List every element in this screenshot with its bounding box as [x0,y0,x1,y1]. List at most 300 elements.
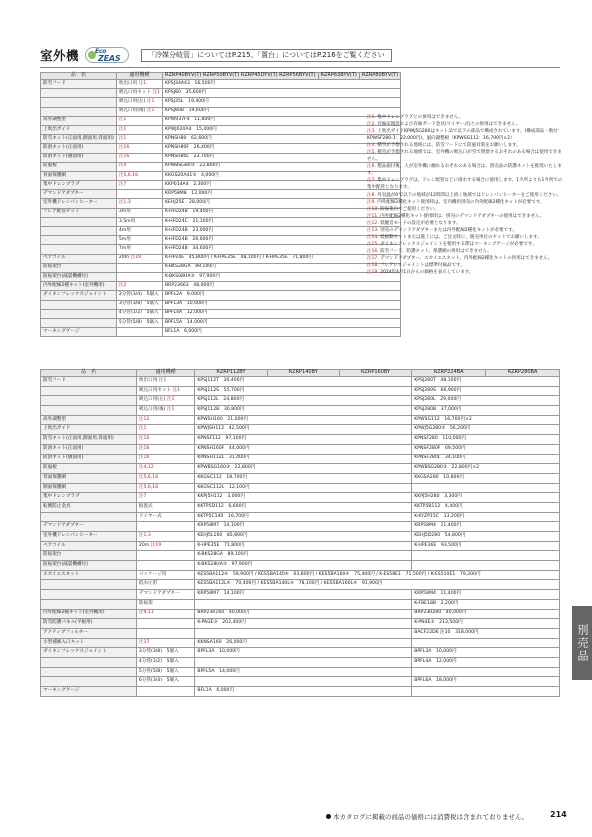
item-name: 上吹出ガイド [41,125,117,134]
price-cell: K-PN4E③ 213,500円 [412,619,560,629]
item-name [41,599,137,609]
table-row [41,406,560,416]
item-name: 防振架台 [41,551,137,561]
price-cell: KEHJ5D280 54,800円 [412,532,560,542]
footnote: 注2. 有線床埋設および有線ガード金具(ワイヤー式)との併用はできません。 [367,122,521,128]
note-ref: 注16 [118,145,130,150]
note-ref: 注4 [118,163,127,169]
table-row [41,263,401,272]
item-name: 防雪ネット(正面用,側面用,背面用) [41,435,137,445]
price-cell: BFL1A 6,000円 [162,328,400,337]
item-name [41,89,117,98]
note-ref: 注1 [138,80,147,86]
note-ref: 注2 [118,282,127,288]
item-name: アクティブフィルター [41,628,137,638]
table-row [41,473,560,483]
item-name: デマンドアダプター [41,190,117,199]
item-variant: 20m 注19 [116,254,162,263]
note-ref: 注7 [138,494,147,500]
footnote: 注1. 集中ドレンプラグとの併用はできません。 [367,115,463,120]
note-ref: 注16 [138,436,150,442]
reference-note: 「冷媒分岐管」についてはP.215、「置台」についてはP.216をご覧ください [141,49,392,62]
table-row [41,638,560,648]
footnote: 注14. 低振動キットまたは施工には、ご注文時に、販売単位のセットでお願いします。 [367,234,542,240]
item-name: 防雪防護パネル(平板用) [41,619,137,629]
price-cell: KRP58M7 14,100円 [195,590,412,600]
price-cell: KPWBSG280③ 22,800円×2 [412,464,560,474]
item-variant [116,162,162,171]
price-cell: KPSJ35L 19,400円 [162,98,400,107]
item-variant: 4分管(1/2) 5個入 [136,657,194,667]
item-variant [136,687,194,697]
column-header: RZRP224BA [412,370,486,377]
price-cell: KPSJ280T 48,100円 [412,377,560,387]
footnote: 注8. 外気温が0℃以下の地域が12時間以上続く地域ではドレンパンヒーターをご使用ください。 [367,192,562,198]
price-cell: BFL1A 6,000円 [195,687,412,697]
price-cell: BRP23R160 40,000円 [195,609,412,619]
note-ref: 注16 [138,445,150,451]
price-cell [412,561,560,571]
price-cell: KPWSG112 16,700円×2 [412,415,560,425]
item-variant [136,522,194,532]
price-cell: KPSJ112L 24,800円 [195,396,412,406]
item-name: 上吹出ガイド [41,425,137,435]
item-variant [116,171,162,180]
footnote: 注7. 集中ドレンプラグは、ドレン配管などに排水する場合に使用します。1カ所よりも1カ所での集中配管となります。 [367,178,563,191]
footnote: 注18. フレアレスジョイントは標準付属品です。 [367,262,465,268]
table-row [41,532,560,542]
table-row [41,677,560,687]
item-variant [136,444,194,454]
table-row [41,377,560,387]
item-variant: ワイヤー式 [136,512,194,522]
table-row [41,425,560,435]
item-name: 高外調整型 [41,415,137,425]
price-cell: BPFL3A 10,000円 [162,300,400,309]
price-cell: K-HFD24B 19,400円 [162,208,400,217]
item-name [41,386,137,396]
price-cell: KEHJ5L160 85,800円 [195,532,412,542]
table-row [41,396,560,406]
note-ref: 注5,6,16 [138,484,159,490]
item-name [41,217,117,226]
price-cell: K-HP24E 45,800円 / K-HPE35E 48,100円 / K-HPE35E 71,800円 [162,254,400,263]
item-name: ペアコイル [41,541,137,551]
item-variant: 5分管(5/8) 5個入 [136,667,194,677]
price-cell: BPFL4A 12,000円 [162,309,400,318]
note-ref: 注19 [150,542,162,548]
column-header: 適用機種 [116,73,162,80]
price-cell: KRP58M8 12,000円 [162,190,400,199]
item-variant: 吹出口用 注1 [136,377,194,387]
table-row [41,502,560,512]
item-variant [136,425,194,435]
item-variant: 3.5m用 [116,217,162,226]
footnote: 注13. 別売のデマンドアダプターまたは内外配線2種化キットが必要です。 [367,227,517,233]
item-name: マーキングゲージ [41,687,137,697]
price-cell: BPFL3A 10,000円 [195,648,412,658]
price-cell: KKPJ5H280 3,300円 [412,493,560,503]
item-variant: 20m 注19 [136,541,194,551]
column-header: RZRP280BA [486,370,560,377]
item-name: 防滑ネット(正面用) [41,144,117,153]
column-header: 品 名 [41,370,137,377]
footnote: 注10. 防振架台でご使用ください。 [367,206,439,212]
price-cell: K-HPE36E 93,500円 [412,541,560,551]
item-variant [136,628,194,638]
item-variant: 4m用 [116,227,162,236]
note-ref: 注16 [118,154,130,160]
price-cell: KKPJ5H112 3,000円 [195,493,412,503]
footnote: 注17. デマンドアダプター、スカイエスネット、内外配線2種化キットの併用はできません。 [367,255,553,261]
item-variant: 5m用 [116,236,162,245]
item-name: 防雪フード [41,377,137,387]
item-name: 側面保護網 [41,483,137,493]
note-ref: 注9,11 [138,610,154,616]
price-cell: KES5BA112④ 59,900円 / KES5BA140④ 63,800円 / KES5BA160④ 75,400円 / K-ES58E1 71,500円 / K-ES510E1 79,200円 [195,570,560,580]
note-ref: 注1 [118,117,127,123]
side-tab-accessories: 別売品 [572,606,592,680]
price-cell: K-KYZP15C 13,200円 [412,512,560,522]
item-name [41,512,137,522]
item-name: マーキングゲージ [41,328,117,337]
table-row [41,628,560,638]
price-cell [412,483,560,493]
item-name: 集中ドレンプラグ [41,493,137,503]
table-row [41,328,401,337]
page-number: 214 [550,810,567,819]
item-variant [116,153,162,162]
table-row [41,561,560,571]
item-variant: 低水圧形 [136,580,194,590]
item-variant: 吸込口用セット 注1 [136,386,194,396]
table-row [41,657,560,667]
item-variant: 吸込口用セット 注1 [116,89,162,98]
price-cell [195,628,412,638]
bullet-icon [326,814,331,819]
note-ref: 注1 [152,89,160,95]
price-cell: K-PN3E③ 202,400円 [195,619,412,629]
item-name: 防滑ネット(側面用) [41,454,137,464]
item-variant: パッケージ用 [136,570,194,580]
item-variant: 吸込口用(左) 注1 [136,396,194,406]
note-ref: 注4,12 [138,465,154,471]
price-cell: KPNSF280F 69,500円 [412,444,560,454]
item-name: 防振架台 [41,263,117,272]
price-cell: KPSJ80B 19,600円 [162,107,400,116]
table-row [41,386,560,396]
table-header-row [41,73,401,80]
price-cell: KEHJ25E 28,000円 [162,199,400,208]
price-cell: K-BKS08HA③ 97,900円 [162,272,400,281]
table-row [41,300,401,309]
price-cell: K-BKS28GA 89,100円 [195,551,412,561]
table-row [41,291,401,300]
item-name: 内外配線2種キット(室外機用) [41,282,117,291]
item-name: 背面保護網 [41,171,117,180]
footnote: 注19. 2024年4月1日からの価格を表示しています。 [367,270,474,276]
footnote: 注16. 防雪フード、防護ネット、保護網の併用はできません。 [367,248,492,254]
footnote: 注6. 製品据付後、人が室外機に触れるおそれのある場合は、別売品の防護ネットを推奨いたします。 [367,164,562,177]
item-name [41,236,117,245]
price-cell [412,638,560,648]
price-cell: KRP58M4 11,400円 [412,522,560,532]
item-variant [136,551,194,561]
item-variant [136,483,194,493]
item-variant: 2分管(3/4) 5個入 [116,291,162,300]
table-row [41,435,560,445]
item-variant [116,125,162,134]
table-header-row [41,370,560,377]
table-row [41,181,401,190]
note-ref: 注17 [138,639,150,645]
price-cell: KKGS20A41③ 4,000円 [162,171,400,180]
table-row [41,144,401,153]
item-variant: デマンドアダプター [136,590,194,600]
footnote: 注11. 内外配線2種化キット使用時は、別売のデマンドアダプターの使用はできません。 [367,213,545,219]
table-row [41,217,401,226]
note-ref: 注1 [138,426,147,432]
item-name [41,406,137,416]
price-cell: KPW937F4 11,800円 [162,116,400,125]
price-cell: KPWJSH112 42,500円 [195,425,412,435]
table-row [41,116,401,125]
column-header: RZRP140BY [267,370,339,377]
item-name: 室外機ドレンパンヒーター [41,199,117,208]
price-cell: KPSJ280L 29,000円 [412,396,560,406]
price-cell: BPFL5A 14,000円 [162,318,400,327]
item-variant: 3分管(3/8) 5個入 [136,648,194,658]
price-cell: KPSJ80 35,600円 [162,89,400,98]
item-name: フレア配管セット [41,208,117,217]
note-ref: 注1 [166,397,175,403]
price-cell: KPWJ020A4 15,400円 [162,125,400,134]
item-name [41,98,117,107]
price-cell: KPWBSG80③ 22,800円 [162,162,400,171]
price-cell: KPNSH80L 23,700円 [162,153,400,162]
item-name [41,667,137,677]
table-row [41,80,401,89]
table-row [41,570,560,580]
page-header [40,44,392,66]
price-cell [412,687,560,697]
table-row [41,282,401,291]
table-row [41,135,401,144]
table-row [41,687,560,697]
note-ref: 注1 [118,135,127,141]
item-name [41,318,117,327]
item-variant [116,272,162,281]
note-ref: 注1,3 [138,532,151,538]
table-row [41,254,401,263]
price-cell: KKTP5D112 6,600円 [195,502,412,512]
item-variant [116,144,162,153]
item-name: 小型補修入口キット [41,638,137,648]
item-variant: 3分管(3/8) 5個入 [116,300,162,309]
column-header: 品 名 [41,73,117,80]
price-cell: BPFL2A 9,000円 [162,291,400,300]
item-name [41,245,117,254]
note-ref: 注19 [130,255,142,261]
table-row [41,153,401,162]
item-variant [116,328,162,337]
item-variant [136,493,194,503]
footer-note: 本カタログに掲載の商品の価格には消費税は含まれておりません。 [326,812,528,821]
price-cell: KKGSA280 10,800円 [412,473,560,483]
price-cell: K-HFD24B 26,600円 [162,236,400,245]
note-ref: 注5,6,16 [118,172,139,178]
item-variant [136,415,194,425]
item-name: 背面保護網 [41,473,137,483]
price-cell: KPWJ5G280③ 56,200円 [412,425,560,435]
note-ref: 注1 [146,108,155,114]
item-variant [136,454,194,464]
price-cell: K-HPE35E 71,800円 [195,541,412,551]
item-name: 防風板 [41,162,117,171]
table-row [41,190,401,199]
table-row [41,667,560,677]
table-row [41,609,560,619]
price-cell: KKP014A4 2,300円 [162,181,400,190]
table-row [41,512,560,522]
table-row [41,599,560,609]
eco-zeas-logo: Eco ZEAS [85,47,129,63]
item-variant: 吸込口用(後) 注1 [116,107,162,116]
header-divider [40,67,560,68]
price-cell: KPNSF280L 34,100円 [412,454,560,464]
column-header: RZRP112BY [195,370,267,377]
item-variant: 防振架 [136,599,194,609]
table-row [41,245,401,254]
price-cell: KPWSH160 21,000円 [195,415,412,425]
item-name: 防滑ネット(側面用) [41,153,117,162]
item-name: 高外調整型 [41,116,117,125]
item-variant [116,181,162,190]
table-row [41,236,401,245]
price-cell: BRP23663 48,000円 [162,282,400,291]
price-cell [195,599,412,609]
price-cell: KPNSH80 62,600円 [162,135,400,144]
price-cell: KKTP5B112 4,400円 [412,502,560,512]
item-variant: 吸込口用(左) 注1 [116,98,162,107]
note-ref: 注1 [146,99,155,105]
price-cell: KPSJ112T 30,400円 [195,377,412,387]
item-name: 防滑ネット(正面用) [41,444,137,454]
item-variant [136,473,194,483]
item-variant [136,609,194,619]
price-cell [195,657,412,667]
price-cell: BPFL3A 10,000円 [412,648,560,658]
item-variant [116,135,162,144]
item-variant [136,435,194,445]
footnote: 注3. 上吹出ガイドKPWJ5G280はキット品で以下の部品で構成されています。(構成部品・数付：KPWSF280-1：22,000円)、風向調整板（KPWSG112：16,700円×2） [367,129,563,142]
footnote: 注15. ダイキンフレックスジョイントを使用する際はマーキングゲージが必要です。 [367,241,537,247]
item-name: ダイキンフレックスジョイント [41,291,117,300]
item-variant: 3m用 [116,208,162,217]
column-header: RZRP80BYV(T) [359,73,400,80]
item-variant: 4分管(1/2) 5個入 [116,309,162,318]
item-name [41,227,117,236]
price-cell: K-BKS28HA③ 97,900円 [195,561,412,571]
price-cell: KKNSA160 26,000円 [195,638,412,648]
note-ref: 注5,6,16 [138,474,159,480]
column-header: 適用機種 [136,370,194,377]
price-cell: KPSJ34A43 16,500円 [162,80,400,89]
table-row [41,125,401,134]
item-variant [116,263,162,272]
footnotes [367,114,563,276]
price-cell: K-HFD24B 34,600円 [162,245,400,254]
table-row [41,580,560,590]
item-variant [136,638,194,648]
table-row [41,522,560,532]
price-cell: KRP58M7 14,100円 [195,522,412,532]
item-name [41,580,137,590]
item-variant [136,532,194,542]
item-name: 室外機ドレンパンヒーター [41,532,137,542]
price-cell: KKTP5C140 16,700円 [195,512,412,522]
price-cell: KPSJ280S 66,900円 [412,386,560,396]
price-cell: KPWBSG160③ 22,800円 [195,464,412,474]
price-cell [412,667,560,677]
table-row [41,107,401,116]
footnote: 注4. 積雪が予想される地域には、防雪フードにて防風対策をお願いします。 [367,143,521,149]
table-row [41,309,401,318]
table-row [41,493,560,503]
table-row [41,199,401,208]
price-cell: KPNSF280 110,000円 [412,435,560,445]
item-name: 集中ドレンプラグ [41,181,117,190]
price-cell: KPSJ112B 30,800円 [195,406,412,416]
table-rzrp-large [40,369,560,697]
table-row [41,541,560,551]
item-name [41,657,137,667]
column-header: RZRP63BYV(T) [318,73,359,80]
item-variant [136,464,194,474]
item-variant [116,190,162,199]
price-cell: KPSJ112S 55,700円 [195,386,412,396]
item-name: ダイキンフレックスジョイント [41,648,137,658]
price-cell: KPNSH80F 26,400円 [162,144,400,153]
item-name [41,107,117,116]
item-variant [116,199,162,208]
price-cell [195,677,412,687]
item-name [41,677,137,687]
table-row [41,551,560,561]
price-cell: K-FBE18B 2,200円 [412,599,560,609]
item-variant [116,282,162,291]
price-cell: KPNSF112 97,100円 [195,435,412,445]
footnote: 注5. 積雪が予想される地域では、室外機の吸込口が雪で閉塞するおそれのある場合は使用できません。 [367,150,562,163]
table-row [41,648,560,658]
item-variant [116,116,162,125]
footnote: 注12. 低騒音モードの設定が必要となります。 [367,220,461,226]
item-variant: 5分管(5/8) 5個入 [116,318,162,327]
footnote: 注9. 内外配線2種化キット使用時は、室内機用別売の内外配線2種化キットが必要です。 [367,199,545,205]
table-row [41,619,560,629]
table-row [41,208,401,217]
item-name [41,396,137,406]
price-cell: BACF22D6 注10 318,000円 [412,628,560,638]
note-ref: 注12 [138,416,150,422]
price-cell: KRP58M4 11,400円 [412,590,560,600]
table-row [41,162,401,171]
table-row [41,171,401,180]
table-row [41,89,401,98]
item-name: デマンドアダプター [41,522,137,532]
table-row [41,444,560,454]
item-name: 防雪ネット(正面用,側面用,背面用) [41,135,117,144]
